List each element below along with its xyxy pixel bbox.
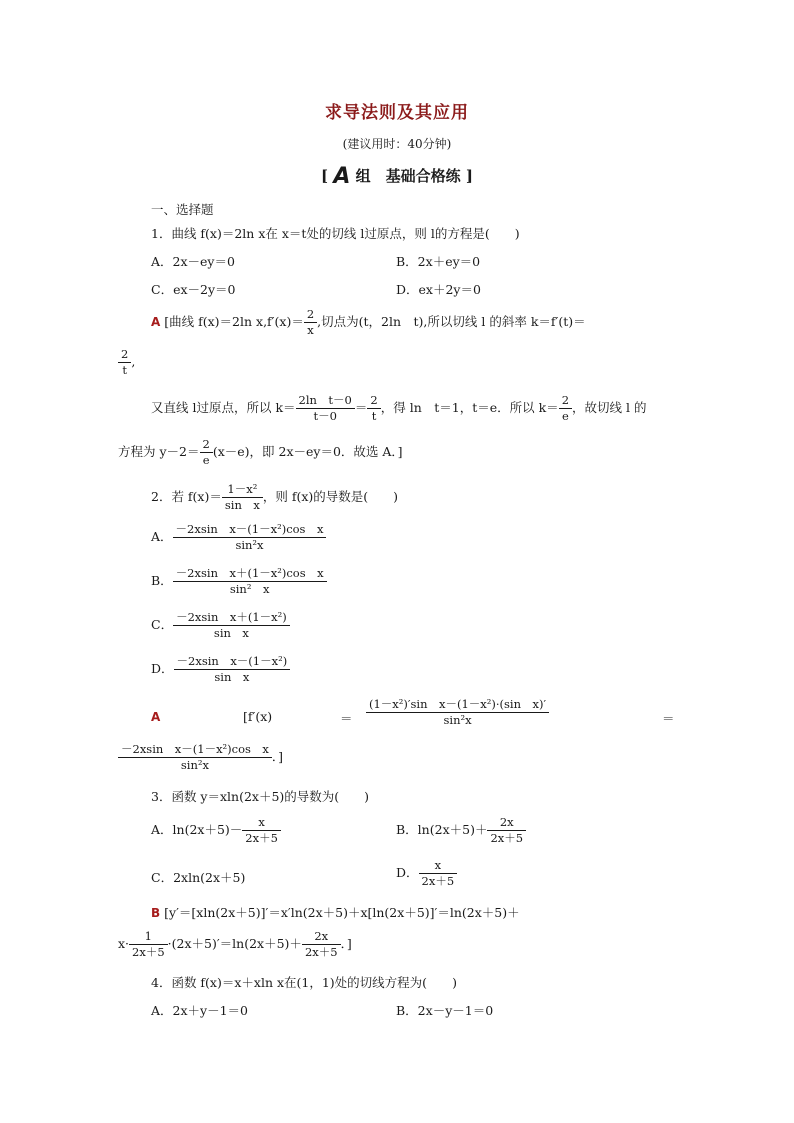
q1-fraction [367,393,380,424]
fraction-numerator: 1 [129,929,168,945]
fraction-numerator: 2 [118,347,131,363]
fraction-denominator: sin x [224,498,260,512]
fraction-numerator: －2xsin x＋(1－x²) [173,610,290,626]
fraction-denominator: 2x＋5 [421,874,455,888]
q3-fraction [129,929,168,960]
option-fraction [173,610,290,641]
q1-fraction [304,307,317,338]
q2-solution-start: [f′(x) [243,709,273,724]
fraction-denominator: 2x＋5 [304,945,338,959]
fraction-numerator: －2xsin x－(1－x²)cos x [173,522,327,538]
q1-option-a: A．2x－ey＝0 [151,254,235,269]
q1-stem: 1．曲线 f(x)＝2ln x在 x＝t处的切线 l过原点，则 l的方程是( ) [151,226,520,241]
option-label: A． [151,529,173,544]
option-label: D． [151,661,174,676]
fraction-numerator: 1－x² [222,482,263,498]
fraction-numerator: 2 [559,393,572,409]
q1-solution-line4 [118,437,403,468]
fraction-denominator: e [202,453,210,467]
fraction-numerator: －2xsin x＋(1－x²)cos x [173,566,327,582]
q2-solution-end: ．] [271,749,284,764]
page-title: 求导法则及其应用 [325,103,469,123]
fraction-denominator: t [371,409,377,423]
q1-solution-text: ,切点为(t，2ln t),所以切线 l 的斜率 k＝f′(t)＝ [317,314,586,329]
fraction-denominator: 2x＋5 [245,831,278,845]
fraction-denominator: sin² x [229,582,270,596]
fraction-denominator: 2x＋5 [490,831,524,845]
q3-solution-line1 [151,903,520,921]
fraction-numerator: x [242,815,281,831]
q1-solution-text: (x－e)，即 2x－ey＝0．故选 A．] [212,444,403,459]
q3-stem: 3．函数 y＝xln(2x＋5)的导数为( ) [151,789,370,804]
q3-solution-text: x· [118,936,130,951]
q1-fraction [200,437,213,468]
group-heading [0,164,794,189]
suggested-time: (建议用时：40分钟) [342,137,452,151]
fraction-denominator: sin x [213,626,249,640]
group-letter: A [333,164,351,189]
q2-fraction [366,697,549,728]
q2-option-a [151,522,326,553]
fraction-numerator: 2x [487,815,526,831]
group-label: 组 基础合格练 [355,167,461,185]
q2-stem-text: ，则 f(x)的导数是( ) [262,489,399,504]
q1-fraction [559,393,572,424]
fraction-numerator: －2xsin x－(1－x²) [174,654,291,670]
section-heading: 一、选择题 [151,202,214,217]
fraction-denominator: 2x＋5 [132,945,165,959]
q1-fraction [296,393,355,424]
q1-solution-line3 [151,393,646,424]
fraction-denominator: sin²x [443,713,472,727]
q3-option-c: C．2xln(2x＋5) [151,870,246,885]
option-fraction [242,815,281,846]
q1-solution-text: [曲线 f(x)＝2ln x,f′(x)＝ [164,314,304,329]
q4-option-b: B．2x－y－1＝0 [396,1003,494,1018]
q3-option-d [396,858,457,889]
fraction-denominator: sin²x [235,538,264,552]
q1-solution-text: , [131,354,136,369]
option-fraction [419,858,458,889]
q1-solution-line2 [118,347,135,378]
fraction-numerator: 2 [367,393,380,409]
option-fraction [173,522,327,553]
q2-solution-line2 [118,742,283,773]
q2-answer-letter [151,709,160,724]
q2-fraction [118,742,272,773]
q1-solution-text: ，故切线 l 的 [572,400,647,415]
q1-option-b: B．2x＋ey＝0 [396,254,481,269]
answer-letter: A [151,710,161,724]
q3-option-a [151,815,281,846]
fraction-numerator: 2 [200,437,213,453]
q1-solution-text: ，得 ln t＝1，t＝e．所以 k＝ [380,400,559,415]
q1-solution-text: 方程为 y－2＝ [118,444,200,459]
q2-option-d [151,654,290,685]
fraction-denominator: sin²x [180,758,209,772]
option-fraction [174,654,291,685]
q3-solution-text: ·(2x＋5)′＝ln(2x＋5)＋ [167,936,302,951]
q3-solution-text: [y′＝[xln(2x＋5)]′＝x′ln(2x＋5)＋x[ln(2x＋5)]′＝ln(2x＋5)＋ [164,905,520,920]
group-bracket-open: [ [321,167,329,185]
q3-solution-text: ．] [340,936,352,951]
q2-option-b [151,566,327,597]
fraction-numerator: (1－x²)′sin x－(1－x²)·(sin x)′ [366,697,549,713]
q3-solution-line2 [118,929,352,960]
q3-fraction [302,929,341,960]
fraction-numerator: 2ln t－0 [296,393,355,409]
fraction-denominator: sin x [214,670,250,684]
q2-stem-text: 2．若 f(x)＝ [151,489,222,504]
option-fraction [487,815,526,846]
fraction-denominator: e [561,409,569,423]
q2-fraction [222,482,263,513]
q4-stem: 4．函数 f(x)＝x＋xln x在(1，1)处的切线方程为( ) [151,975,457,990]
q1-option-d: D．ex＋2y＝0 [396,282,481,297]
q1-option-c: C．ex－2y＝0 [151,282,236,297]
q2-option-c [151,610,290,641]
q4-option-a: A．2x＋y－1＝0 [151,1003,248,1018]
fraction-denominator: x [307,323,314,337]
fraction-denominator: t [122,363,127,377]
q3-answer-letter: B [151,906,161,920]
q2-solution-eq: ＝ [340,711,353,726]
option-label: B． [151,573,173,588]
q2-solution-fraction [366,697,549,728]
fraction-numerator: x [419,858,458,874]
q1-fraction [118,347,131,378]
option-label: B．ln(2x＋5)＋ [396,822,488,837]
q2-solution-eq2: ＝ [662,711,675,726]
fraction-numerator: 2 [304,307,317,323]
fraction-denominator: t－0 [313,409,337,423]
fraction-numerator: －2xsin x－(1－x²)cos x [118,742,272,758]
q2-stem [151,482,398,513]
fraction-numerator: 2x [302,929,341,945]
option-label: C． [151,617,174,632]
q1-solution-text: 又直线 l过原点，所以 k＝ [151,400,296,415]
option-label: D． [396,865,419,880]
option-fraction [173,566,327,597]
q1-answer-letter: A [151,315,161,329]
q1-solution-text: ＝ [354,400,368,415]
option-label: A．ln(2x＋5)－ [151,822,243,837]
q1-solution-line1 [151,307,586,338]
group-bracket-close: ] [465,167,473,185]
q3-option-b [396,815,526,846]
